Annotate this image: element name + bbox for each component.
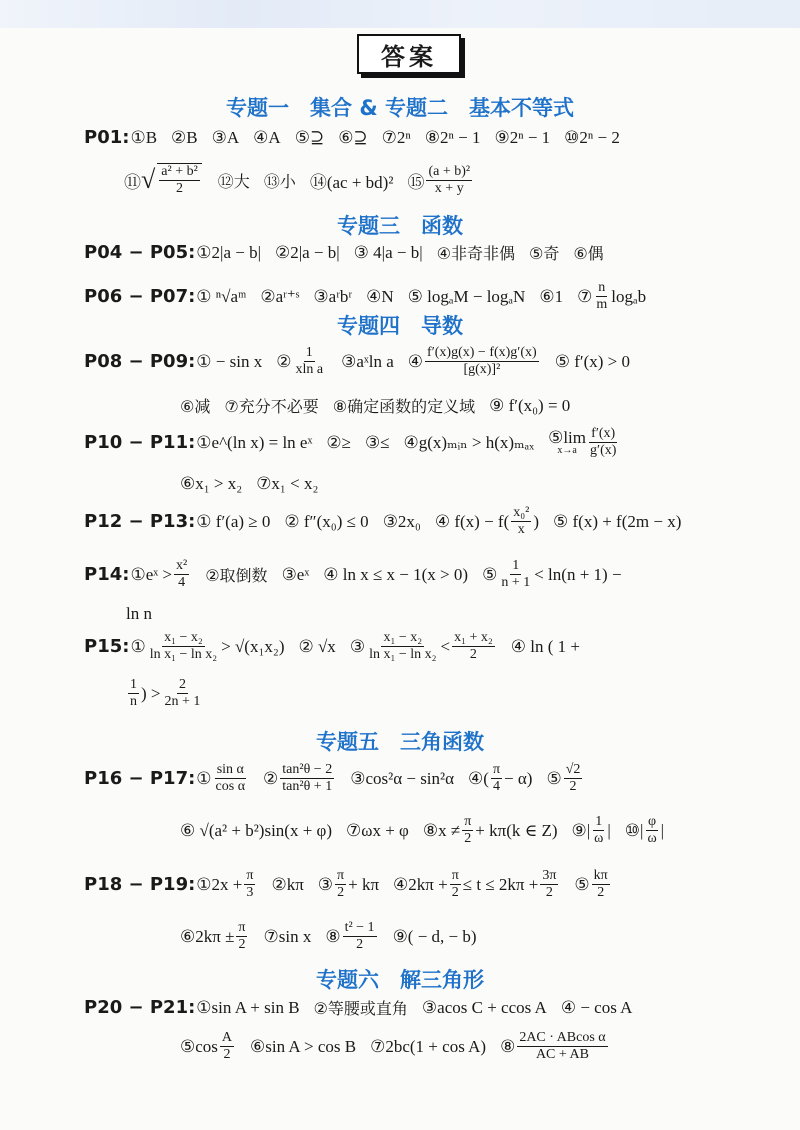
- answer-row-p01: [84, 127, 634, 148]
- answer-item: ⑧ $\frac{\text{t² − 1}}{2}$: [325, 920, 375, 953]
- answer-item: ③cos²α − sin²α: [350, 768, 455, 788]
- answer-item: ① $\frac{\text{sin α}}{\text{cos α}}$: [196, 762, 246, 795]
- answer-item: ① f′(a) ≥ 0: [196, 511, 271, 531]
- answer-item: ⑥偶: [573, 244, 604, 263]
- answer-item: ② f″(x₀) ≤ 0: [284, 511, 369, 531]
- page-title: 答案: [357, 34, 461, 74]
- answer-item: ②B: [171, 127, 198, 147]
- answer-item: ④非奇非偶: [436, 244, 515, 263]
- answer-item: ⑥2kπ ± $\frac{\pi}{2}$: [180, 920, 246, 953]
- answer-row-p16: [84, 762, 598, 795]
- problem-label: P16 − P17:: [84, 768, 196, 790]
- answer-item: ②2|a − b|: [274, 242, 340, 262]
- answer-item: ⑥ √(a² + b²)sin(x + φ): [180, 820, 333, 840]
- answer-item: ⑧2ⁿ − 1: [424, 127, 481, 147]
- answer-item: ②≥: [326, 432, 351, 452]
- answer-row-p15-wrap: $\frac{1}{n}$ ) > $\frac{2}{2n + 1}$: [130, 677, 201, 710]
- answer-row-p20-2: [180, 1030, 624, 1063]
- answer-item: ④2kπ + $\frac{\pi}{2}$ ≤ t ≤ 2kπ + $\frac{3\pi}{2}$: [393, 868, 557, 901]
- top-banner: [0, 0, 800, 28]
- answer-item: ④A: [253, 127, 281, 147]
- answer-item: ①eˣ > $\frac{\text{x²}}{4}$: [130, 558, 188, 591]
- problem-label: P04 − P05:: [84, 242, 196, 263]
- answer-item: ⑧ $\frac{\text{2AC · ABcos α}}{AC + AB}$: [500, 1030, 606, 1063]
- answer-item: ⑦2ⁿ: [381, 127, 411, 147]
- answer-item: ①2x + $\frac{\pi}{3}$: [196, 868, 254, 901]
- problem-label: P14:: [84, 564, 130, 586]
- problem-label: P20 − P21:: [84, 997, 196, 1018]
- answer-item: ①sin A + sin B: [196, 997, 300, 1017]
- answer-item: ③eˣ: [281, 564, 310, 584]
- problem-label: P01:: [84, 127, 130, 148]
- answer-item: ③2x₀: [382, 511, 421, 531]
- section-heading-1: 专题一 集合 & 专题二 基本不等式: [226, 96, 574, 120]
- problem-label: P06 − P07:: [84, 286, 196, 308]
- answer-item: ⑨2ⁿ − 1: [494, 127, 551, 147]
- answer-item: ⑩2ⁿ − 2: [564, 127, 620, 147]
- answer-item: ⑥1: [539, 286, 564, 306]
- answer-item: ⑦充分不必要: [224, 397, 319, 416]
- answer-row-p16-2: [180, 814, 678, 847]
- answer-item: ③aˣln a: [341, 351, 394, 371]
- answer-item: ⑧x ≠ $\frac{\pi}{2}$ + kπ(k ∈ Z): [422, 814, 558, 847]
- answer-item: ④ ln ( 1 +: [510, 636, 580, 656]
- answer-item: ⑫大: [217, 171, 250, 191]
- answer-item: ⑮ $\frac{\text{(a + b)²}}{x + y}$: [407, 163, 471, 196]
- answer-row-p18: [84, 868, 626, 901]
- answer-row-p04: [84, 241, 618, 264]
- answer-row-p06: [84, 280, 660, 313]
- problem-label: P08 − P09:: [84, 351, 196, 373]
- answer-row-p01-2: [124, 163, 488, 197]
- answer-row-p20: [84, 996, 646, 1019]
- answer-item: ⑥减: [180, 397, 211, 416]
- section-heading-4: 专题四 导数: [337, 314, 463, 338]
- answer-item: ⑤lim x→a $\frac{f'(x)}{g'(x)}$: [548, 426, 617, 459]
- answer-item: ④( $\frac{\pi}{4}$ − α): [468, 762, 533, 795]
- answer-item: ⑦2bc(1 + cos A): [370, 1036, 487, 1056]
- answer-item: ③aʳbʳ: [313, 286, 353, 306]
- answer-item: ③acos C + ccos A: [421, 997, 547, 1017]
- answer-row-p10: [84, 426, 634, 459]
- answer-item: ② √x: [298, 636, 336, 656]
- answer-item: ④g(x)ₘᵢₙ > h(x)ₘₐₓ: [403, 432, 535, 452]
- answer-item: ②kπ: [271, 874, 304, 894]
- answer-row-p08: [84, 345, 644, 378]
- answer-item: ① − sin x: [196, 351, 263, 371]
- answer-item: ⑤ $\frac{k\pi}{2}$: [574, 868, 608, 901]
- answer-item: ⑪ √ $\frac{\text{a² + b²}}{2}$: [124, 163, 204, 197]
- answer-item: ⑨| $\frac{1}{\omega}$ |: [571, 814, 611, 847]
- answer-item: ④N: [366, 286, 394, 306]
- answer-item: ③ $\frac{\text{x₁ − x₂}}{\text{ln x₁ − ln x₂}}$ < $\frac{\text{x₁ + x₂}}{2}$: [349, 630, 493, 663]
- answer-item: ⑬小: [263, 171, 296, 191]
- answer-item: ③ $\frac{\pi}{2}$ + kπ: [317, 868, 380, 901]
- answer-row-p14: [84, 558, 636, 591]
- answer-item: ⑦ωx + φ: [346, 820, 409, 840]
- problem-label: P12 − P13:: [84, 511, 196, 533]
- answer-item: ④ $\frac{f'(x)g(x) - f(x)g'(x)}{\text{[g(x)]²}}$: [407, 345, 537, 378]
- answer-row-p12: [84, 505, 695, 538]
- answer-item: ④ f(x) − f( $\frac{\text{x₀²}}{x}$ ): [434, 505, 539, 538]
- answer-item: ⑩| $\frac{\varphi}{\omega}$ |: [624, 814, 665, 847]
- answer-item: ④ ln x ≤ x − 1(x > 0): [323, 564, 469, 584]
- answer-item: ①B: [130, 127, 158, 147]
- answer-item: ①e^(ln x) = ln eˣ: [196, 432, 313, 452]
- answer-item: ③≤: [364, 432, 390, 452]
- answer-item: ① $\frac{\text{x₁ − x₂}}{\text{ln x₁ − ln x₂}}$ > √(x₁x₂): [130, 630, 285, 663]
- answer-item: ⑭(ac + bd)²: [309, 172, 394, 192]
- answer-wrap: ln n: [126, 604, 152, 623]
- answer-item: ⑤ f′(x) > 0: [554, 351, 630, 371]
- answer-item: ②取倒数: [205, 566, 268, 586]
- answer-item: ⑤cos $\frac{A}{2}$: [180, 1030, 233, 1063]
- answer-row-p08-2: [180, 394, 584, 417]
- answer-item: ⑨( − d, − b): [392, 926, 477, 946]
- answer-item: ②等腰或直角: [313, 999, 408, 1018]
- answer-item: ⑦ $\frac{n}{m}$ logₐb: [577, 280, 647, 313]
- problem-label: P15:: [84, 636, 130, 658]
- answer-item: ⑥x₁ > x₂: [180, 474, 243, 493]
- answer-row-p15: [84, 630, 594, 663]
- answer-item: ②aʳ⁺ˢ: [260, 286, 300, 306]
- answer-item: ③A: [211, 127, 240, 147]
- answer-item: ⑦sin x: [263, 926, 312, 946]
- answer-item: ⑥sin A > cos B: [250, 1036, 357, 1056]
- answer-item: ② $\frac{1}{\text{xln a}}$: [276, 345, 324, 378]
- answer-item: ⑤ $\frac{√2}{2}$: [546, 762, 581, 795]
- problem-label: P10 − P11:: [84, 432, 196, 454]
- answer-item: ⑦x₁ < x₂: [256, 474, 319, 493]
- answer-item: ⑤ logₐM − logₐN: [407, 286, 526, 306]
- answer-item: ⑨ f′(x₀) = 0: [489, 395, 571, 415]
- answer-item: ④ − cos A: [560, 997, 633, 1017]
- problem-label: P18 − P19:: [84, 874, 196, 896]
- answer-item: ⑤奇: [528, 244, 560, 263]
- answer-item: ⑥⊇: [338, 127, 368, 147]
- answer-item: ⑧确定函数的定义域: [332, 397, 476, 416]
- answer-item: ② $\frac{\text{tan²θ − 2}}{\text{tan²θ + 1}}$: [263, 762, 333, 795]
- section-heading-3: 专题三 函数: [337, 214, 463, 238]
- section-heading-5: 专题五 三角函数: [316, 730, 484, 754]
- answer-item: ⑤ f(x) + f(2m − x): [553, 511, 682, 531]
- answer-item: ③ 4|a − b|: [353, 242, 423, 262]
- answer-item: ⑤⊇: [294, 127, 325, 147]
- section-heading-6: 专题六 解三角形: [316, 968, 484, 992]
- answer-item: ①2|a − b|: [196, 242, 261, 262]
- answer-row-p18-2: [180, 920, 491, 953]
- answer-item: ⑤ $\frac{1}{n + 1}$ < ln(n + 1) −: [482, 558, 622, 591]
- answer-item: ① ⁿ√aᵐ: [196, 286, 247, 306]
- answer-row-p10-2: [180, 474, 332, 494]
